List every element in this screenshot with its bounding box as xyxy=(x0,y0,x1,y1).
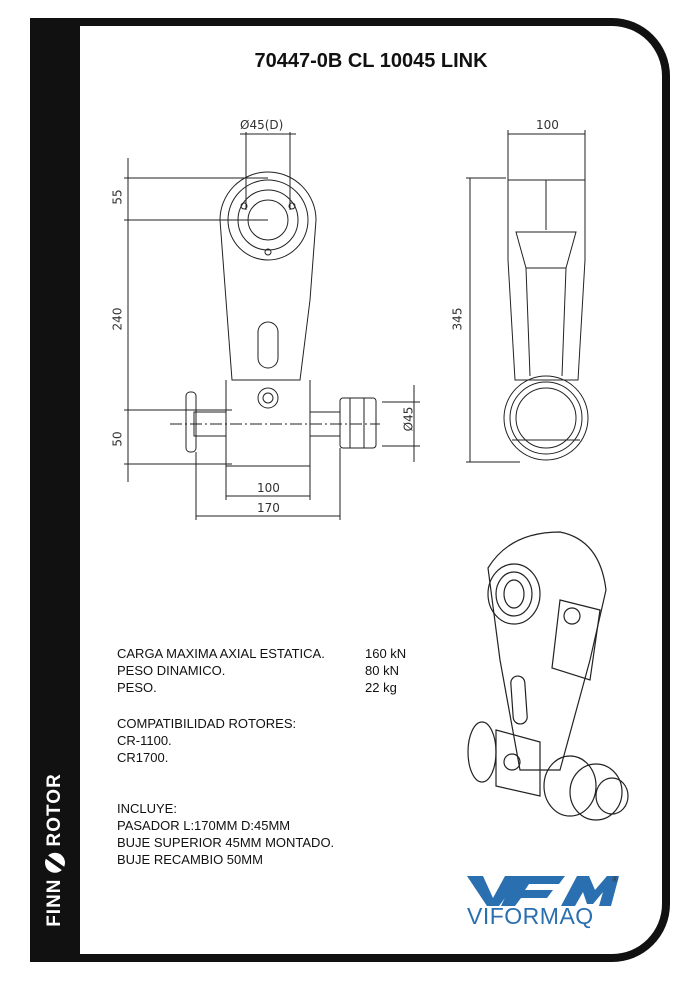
spec-row xyxy=(117,679,406,696)
page-title: 70447-0B CL 10045 LINK xyxy=(254,50,488,72)
brand-text-right: ROTOR xyxy=(44,773,65,847)
includes-item: PASADOR L:170MM D:45MM xyxy=(117,818,291,833)
spec-label: PESO DINAMICO. xyxy=(117,663,226,678)
compat-item: CR-1100. xyxy=(117,733,172,748)
spec-value: 22 kg xyxy=(365,680,397,695)
logo-wordmark: VIFORMAQ xyxy=(467,903,594,929)
includes-section xyxy=(117,800,334,868)
spec-value: 160 kN xyxy=(365,646,407,661)
dim-label-top-bore: Ø45(D) xyxy=(240,118,284,132)
dim-label-170: 170 xyxy=(257,501,280,515)
side-eye-outer xyxy=(504,376,588,460)
logo-registered-mark: ® xyxy=(612,875,618,884)
dim-label-pin-dia: Ø45 xyxy=(401,406,416,432)
brand-text-left: FINN xyxy=(44,878,65,927)
spec-label: PESO. xyxy=(117,680,157,695)
includes-item: BUJE RECAMBIO 50MM xyxy=(117,852,263,867)
isometric-view xyxy=(468,532,628,820)
clevis-bolt xyxy=(258,388,278,408)
spec-label: CARGA MAXIMA AXIAL ESTATICA. xyxy=(117,646,325,661)
compat-item: CR1700. xyxy=(117,750,169,765)
compatibility-section xyxy=(117,715,296,766)
includes-item: BUJE SUPERIOR 45MM MONTADO. xyxy=(117,835,335,850)
link-body-outline xyxy=(220,172,316,380)
spec-row xyxy=(117,645,406,662)
pin-nut xyxy=(340,398,376,448)
dim-label-side-100: 100 xyxy=(536,118,559,132)
dim-label-100-bottom: 100 xyxy=(257,481,280,495)
dim-label-240: 240 xyxy=(110,307,125,331)
spec-row xyxy=(117,662,406,679)
spec-table xyxy=(117,645,406,696)
spec-value: 80 kN xyxy=(365,663,399,678)
dim-label-345: 345 xyxy=(450,307,465,331)
compat-heading: COMPATIBILIDAD ROTORES: xyxy=(117,716,297,731)
dim-label-55: 55 xyxy=(110,189,125,205)
link-slot xyxy=(258,322,278,368)
includes-heading: INCLUYE: xyxy=(117,801,177,816)
dim-label-50: 50 xyxy=(110,431,125,447)
